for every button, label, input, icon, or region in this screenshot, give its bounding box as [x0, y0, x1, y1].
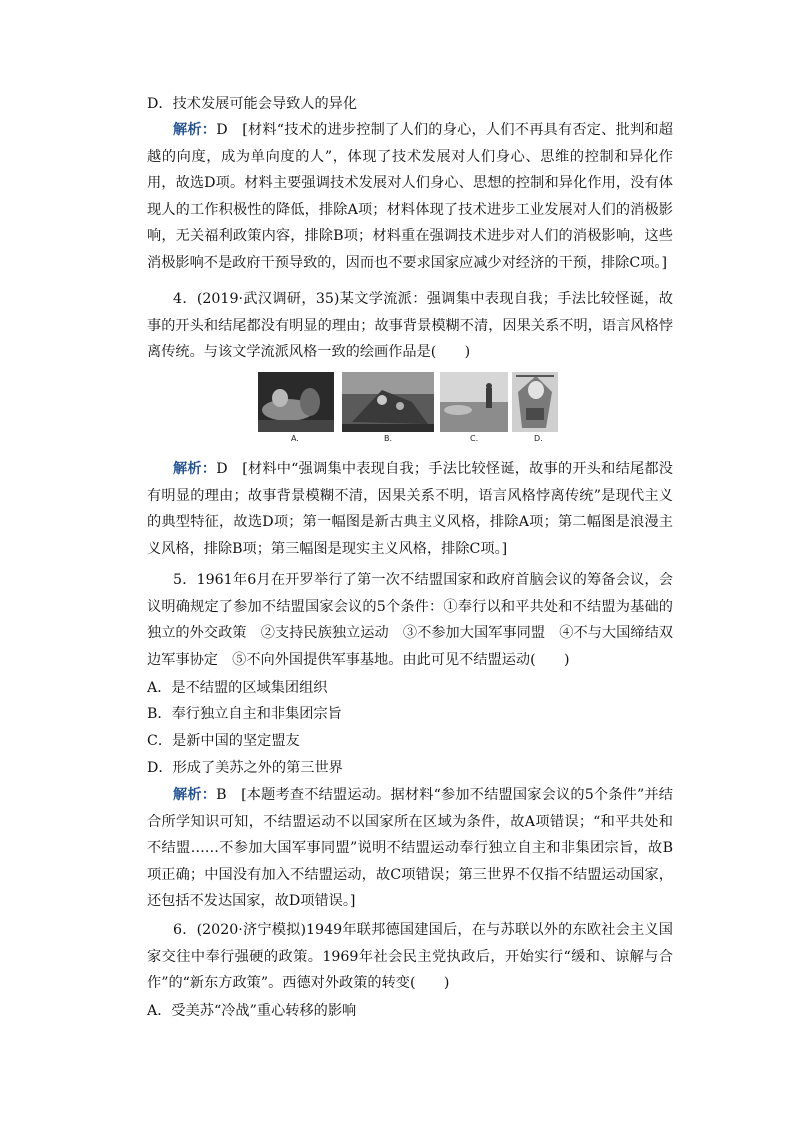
explanation-text: B [本题考查不结盟运动。据材料“参加不结盟国家会议的5个条件”并结合所学知识可知，不结盟运动不以国家所在区域为条件，故A项错误；“和平共处和不结盟……不参加大国军事同盟”说明不结盟运动奉行独立自主和非集团宗旨，故B项正确；中国没有加入不结盟运动，故C项错误；第三世界不仅指不结盟运动国家，还包括不发达国家，故D项错误。]: [147, 787, 673, 910]
q5-option-c: C．是新中国的坚定盟友: [147, 733, 300, 749]
caption-a: A.: [291, 434, 299, 443]
painting-b-image: [342, 372, 434, 432]
q5-option-a: A．是不结盟的区域集团组织: [147, 680, 328, 696]
q6-option-a: A．受美苏“冷战”重心转移的影响: [147, 1003, 357, 1019]
painting-c-image: [440, 372, 508, 432]
explanation-label: 解析：: [173, 122, 217, 138]
q4-stem: 4．(2019·武汉调研，35)某文学流派：强调集中表现自我；手法比较怪诞，故事的开头和结尾都没有明显的理由；故事背景模糊不清，因果关系不明，语言风格悖离传统。与该文学流派风格一致的绘画作品是( ): [147, 291, 673, 361]
explanation-text: D [材料中“强调集中表现自我；手法比较怪诞，故事的开头和结尾都没有明显的理由；故事背景模糊不清，因果关系不明，语言风格悖离传统”是现代主义的典型特征，故选D项；第一幅图是新古典主义风格，排除A项；第二幅图是浪漫主义风格，排除B项；第三幅图是现实主义风格，排除C项。]: [147, 461, 673, 557]
caption-d: D.: [534, 434, 543, 443]
q6-stem: 6．(2020·济宁模拟)1949年联邦德国建国后，在与苏联以外的东欧社会主义国家交往中奉行强硬的政策。1969年社会民主党执政后，开始实行“缓和、谅解与合作”的“新东方政策”。西德对外政策的转变( ): [147, 922, 673, 992]
explanation-label: 解析：: [173, 461, 217, 477]
q4-explanation: [147, 456, 673, 562]
q5-option-d: D．形成了美苏之外的第三世界: [147, 760, 343, 776]
painting-d-image: [512, 372, 558, 432]
q3-explanation: [147, 117, 673, 277]
q5-stem: 5．1961年6月在开罗举行了第一次不结盟国家和政府首脑会议的筹备会议，会议明确规定了参加不结盟国家会议的5个条件：①奉行以和平共处和不结盟为基础的独立的外交政策 ②支持民族独立运动 ③不参加大国军事同盟 ④不与大国缔结双边军事协定 ⑤不向外国提供军事基地。由此可见不结盟运动( ): [147, 572, 673, 668]
caption-c: C.: [470, 434, 479, 443]
explanation-label: 解析：: [173, 787, 217, 803]
q3-option-d: D．技术发展可能会导致人的异化: [147, 96, 358, 112]
explanation-text: D [材料“技术的进步控制了人们的身心，人们不再具有否定、批判和超越的向度，成为单向度的人”，体现了技术发展对人们身心、思维的控制和异化作用，故选D项。材料主要强调技术发展对人们身心、思想的控制和异化作用，没有体现人的工作积极性的降低，排除A项；材料体现了技术进步工业发展对人们的消极影响，无关福利政策内容，排除B项；材料重在强调技术进步对人们的消极影响，这些消极影响不是政府干预导致的，因而也不要求国家应减少对经济的干预，排除C项。]: [147, 122, 673, 271]
q5-option-b: B．奉行独立自主和非集团宗旨: [147, 706, 342, 722]
painting-a-image: [258, 372, 334, 432]
q4-paintings-figure: [258, 372, 558, 445]
q5-explanation: [147, 782, 673, 915]
caption-b: B.: [384, 434, 393, 443]
